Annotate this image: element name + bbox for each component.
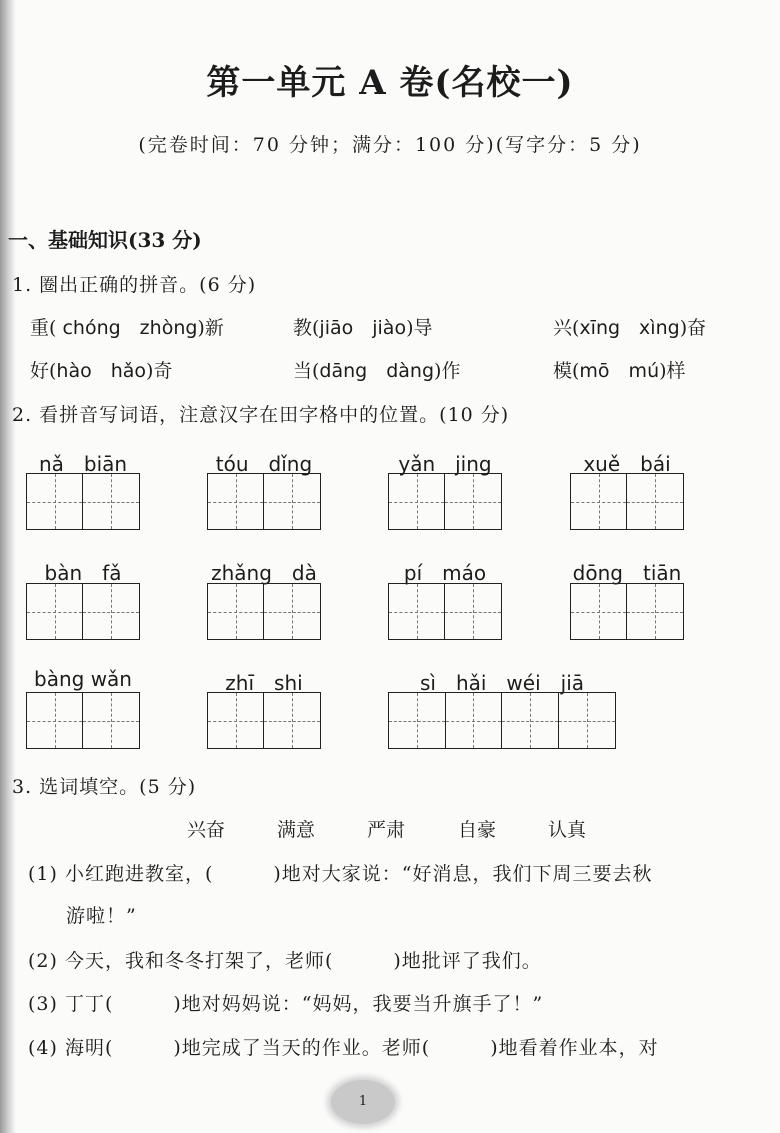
page-number: 1 (331, 1080, 395, 1124)
choice-prefix: 重( (30, 317, 57, 339)
grid-cell[interactable] (389, 584, 445, 639)
book-spine-shadow (0, 0, 16, 1133)
pinyin-choice[interactable] (293, 313, 433, 340)
grid-cell[interactable] (446, 693, 503, 748)
choice-suffix: )作 (434, 360, 461, 382)
fill-in-sentence[interactable]: (1) 小红跑进教室，( )地对大家说：“好消息，我们下周三要去秋 (28, 863, 653, 885)
grid-cell[interactable] (559, 693, 616, 748)
grid-cell[interactable] (264, 584, 320, 639)
word-bank-item: 自豪 (458, 819, 497, 841)
pinyin-choice[interactable] (293, 356, 460, 383)
question-3-prompt: 3. 选词填空。(5 分) (12, 776, 197, 798)
tianzige-grid[interactable] (388, 692, 616, 749)
word-bank-item: 严肃 (367, 819, 406, 841)
fill-in-sentence[interactable]: (4) 海明( )地完成了当天的作业。老师( )地看着作业本，对 (28, 1037, 659, 1059)
pinyin-choice[interactable] (30, 313, 224, 340)
question-1-prompt: 1. 圈出正确的拼音。(6 分) (12, 274, 257, 296)
word-bank-item: 兴奋 (187, 819, 226, 841)
grid-cell[interactable] (502, 693, 559, 748)
fill-in-sentence[interactable]: (3) 丁丁( )地对妈妈说：“妈妈，我要当升旗手了！” (28, 993, 544, 1015)
choice-options[interactable]: dāng dàng (319, 360, 435, 382)
pinyin-label: xuě bái (583, 452, 671, 476)
tianzige-grid[interactable] (207, 473, 321, 530)
section-heading: 一、基础知识(33 分) (8, 228, 202, 252)
exam-info: (完卷时间：70 分钟；满分：100 分)(写字分：5 分) (138, 134, 642, 156)
tianzige-grid[interactable] (570, 583, 684, 640)
grid-cell[interactable] (445, 474, 501, 529)
choice-options[interactable]: xīng xìng (579, 317, 680, 339)
tianzige-grid[interactable] (388, 583, 502, 640)
tianzige-grid[interactable] (207, 692, 321, 749)
choice-suffix: )奇 (146, 360, 173, 382)
page-title: 第一单元 A 卷(名校一) (206, 63, 574, 103)
choice-suffix: )奋 (679, 317, 707, 339)
grid-cell[interactable] (208, 584, 264, 639)
fill-in-sentence-continued: 游啦！” (66, 905, 137, 927)
grid-cell[interactable] (83, 693, 139, 748)
pinyin-label: dōng tiān (572, 561, 682, 585)
choice-options[interactable]: hào hǎo (56, 360, 147, 382)
grid-cell[interactable] (389, 693, 446, 748)
grid-cell[interactable] (27, 474, 83, 529)
choice-options[interactable]: mō mú (579, 360, 660, 382)
pinyin-choice[interactable] (30, 356, 172, 383)
pinyin-choice[interactable] (553, 313, 706, 340)
tianzige-grid[interactable] (26, 583, 140, 640)
grid-cell[interactable] (627, 584, 683, 639)
grid-cell[interactable] (27, 693, 83, 748)
pinyin-label: pí máo (403, 561, 487, 585)
grid-cell[interactable] (27, 584, 83, 639)
tianzige-grid[interactable] (388, 473, 502, 530)
choice-suffix: )导 (406, 317, 433, 339)
tianzige-grid[interactable] (207, 583, 321, 640)
grid-cell[interactable] (264, 693, 320, 748)
question-2-prompt: 2. 看拼音写词语，注意汉字在田字格中的位置。(10 分) (12, 404, 510, 426)
pinyin-label: tóu dǐng (215, 452, 313, 476)
grid-cell[interactable] (208, 693, 264, 748)
fill-in-sentence[interactable]: (2) 今天，我和冬冬打架了，老师( )地批评了我们。 (28, 950, 542, 972)
grid-cell[interactable] (83, 474, 139, 529)
choice-suffix: )样 (659, 360, 686, 382)
grid-cell[interactable] (571, 584, 627, 639)
pinyin-label: bàn fǎ (44, 561, 122, 585)
pinyin-label: bàng wǎn (34, 667, 132, 691)
pinyin-label: sì hǎi wéi jiā (419, 671, 585, 695)
tianzige-grid[interactable] (26, 692, 140, 749)
choice-prefix: 模( (553, 360, 580, 382)
choice-options[interactable]: jiāo jiào (319, 317, 407, 339)
grid-cell[interactable] (83, 584, 139, 639)
pinyin-label: yǎn jing (398, 452, 492, 476)
grid-cell[interactable] (389, 474, 445, 529)
word-bank-item: 认真 (548, 819, 587, 841)
grid-cell[interactable] (571, 474, 627, 529)
choice-options[interactable]: chóng zhòng (56, 317, 198, 339)
pinyin-label: zhī shi (225, 671, 303, 695)
pinyin-choice[interactable] (553, 356, 686, 383)
choice-prefix: 好( (30, 360, 57, 382)
tianzige-grid[interactable] (570, 473, 684, 530)
grid-cell[interactable] (445, 584, 501, 639)
pinyin-label: zhǎng dà (211, 561, 317, 585)
grid-cell[interactable] (208, 474, 264, 529)
grid-cell[interactable] (264, 474, 320, 529)
choice-suffix: )新 (197, 317, 224, 339)
choice-prefix: 当( (293, 360, 320, 382)
tianzige-grid[interactable] (26, 473, 140, 530)
choice-prefix: 兴( (553, 317, 580, 339)
pinyin-label: nǎ biān (38, 452, 128, 476)
grid-cell[interactable] (627, 474, 683, 529)
choice-prefix: 教( (293, 317, 320, 339)
word-bank-item: 满意 (277, 819, 316, 841)
